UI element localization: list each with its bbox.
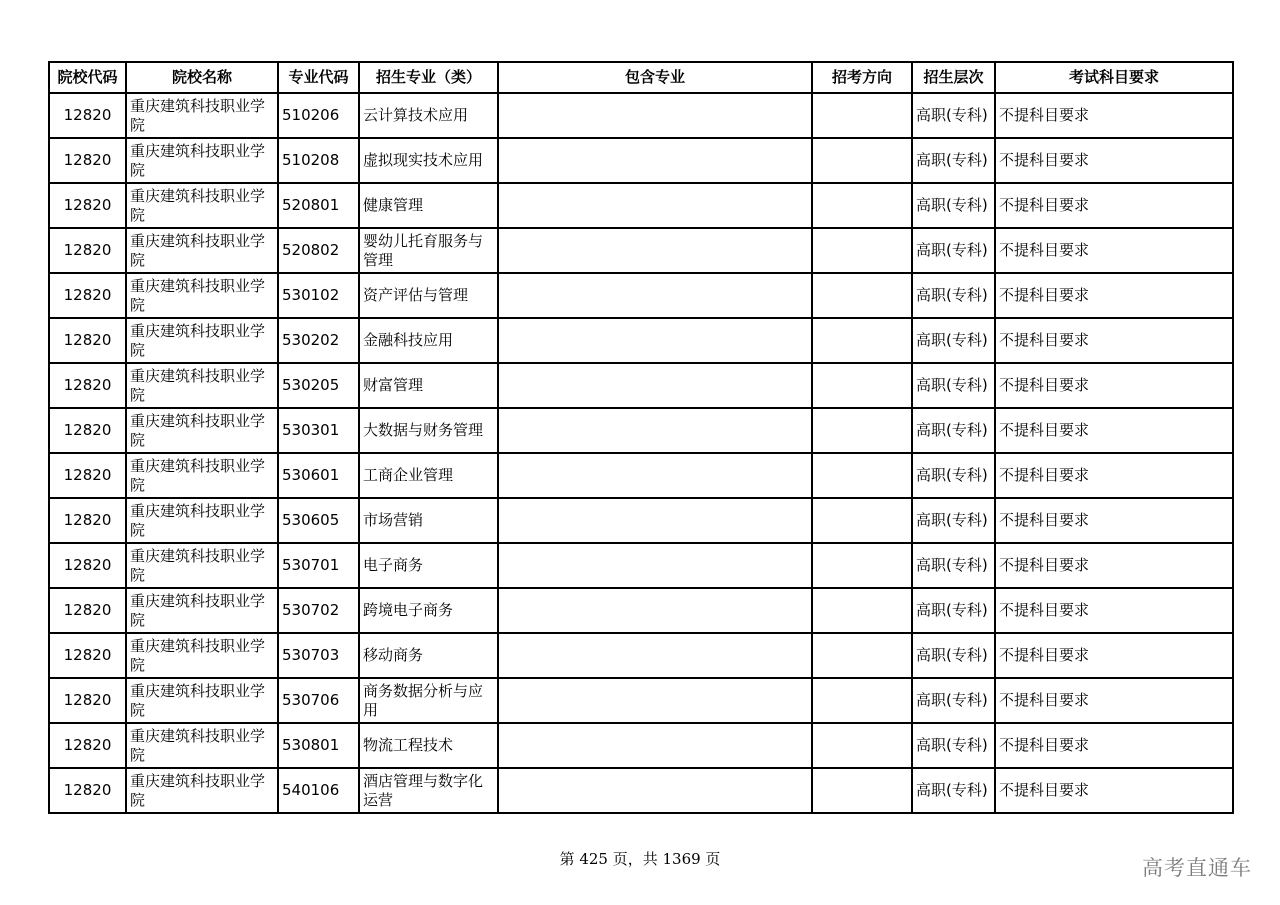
cell-school-name: 重庆建筑科技职业学院 [126, 408, 278, 453]
cell-level: 高职(专科) [912, 138, 995, 183]
cell-school-name: 重庆建筑科技职业学院 [126, 273, 278, 318]
cell-major-code: 530102 [278, 273, 359, 318]
cell-school-code: 12820 [49, 318, 126, 363]
cell-included-majors [498, 543, 812, 588]
cell-major-code: 520802 [278, 228, 359, 273]
cell-major: 大数据与财务管理 [359, 408, 498, 453]
cell-level: 高职(专科) [912, 183, 995, 228]
cell-subject-requirement: 不提科目要求 [995, 498, 1233, 543]
cell-direction [812, 138, 912, 183]
cell-major-code: 530205 [278, 363, 359, 408]
cell-direction [812, 723, 912, 768]
cell-subject-requirement: 不提科目要求 [995, 363, 1233, 408]
cell-major-code: 530202 [278, 318, 359, 363]
cell-direction [812, 408, 912, 453]
cell-major: 资产评估与管理 [359, 273, 498, 318]
cell-school-name: 重庆建筑科技职业学院 [126, 363, 278, 408]
cell-subject-requirement: 不提科目要求 [995, 453, 1233, 498]
cell-school-name: 重庆建筑科技职业学院 [126, 318, 278, 363]
cell-school-name: 重庆建筑科技职业学院 [126, 138, 278, 183]
cell-major-code: 510206 [278, 93, 359, 138]
cell-major: 云计算技术应用 [359, 93, 498, 138]
cell-school-code: 12820 [49, 363, 126, 408]
table-row [49, 318, 1233, 363]
cell-school-code: 12820 [49, 633, 126, 678]
cell-included-majors [498, 183, 812, 228]
cell-level: 高职(专科) [912, 93, 995, 138]
cell-direction [812, 453, 912, 498]
table-row [49, 363, 1233, 408]
cell-included-majors [498, 228, 812, 273]
cell-level: 高职(专科) [912, 498, 995, 543]
cell-major-code: 530801 [278, 723, 359, 768]
cell-major: 跨境电子商务 [359, 588, 498, 633]
cell-school-name: 重庆建筑科技职业学院 [126, 543, 278, 588]
table-row [49, 228, 1233, 273]
table-row [49, 723, 1233, 768]
table-row [49, 633, 1233, 678]
cell-subject-requirement: 不提科目要求 [995, 273, 1233, 318]
header-major: 招生专业（类） [359, 62, 498, 93]
cell-major-code: 530703 [278, 633, 359, 678]
table-row [49, 768, 1233, 813]
cell-school-code: 12820 [49, 543, 126, 588]
cell-school-name: 重庆建筑科技职业学院 [126, 183, 278, 228]
cell-level: 高职(专科) [912, 588, 995, 633]
cell-major: 电子商务 [359, 543, 498, 588]
cell-included-majors [498, 408, 812, 453]
cell-included-majors [498, 93, 812, 138]
page-number: 第 425 页，共 1369 页 [559, 850, 721, 868]
cell-level: 高职(专科) [912, 273, 995, 318]
cell-direction [812, 633, 912, 678]
table-row [49, 678, 1233, 723]
table-row [49, 498, 1233, 543]
cell-level: 高职(专科) [912, 678, 995, 723]
cell-school-name: 重庆建筑科技职业学院 [126, 93, 278, 138]
cell-subject-requirement: 不提科目要求 [995, 138, 1233, 183]
cell-school-code: 12820 [49, 453, 126, 498]
cell-direction [812, 498, 912, 543]
cell-level: 高职(专科) [912, 318, 995, 363]
cell-included-majors [498, 363, 812, 408]
cell-major-code: 510208 [278, 138, 359, 183]
cell-subject-requirement: 不提科目要求 [995, 633, 1233, 678]
cell-included-majors [498, 318, 812, 363]
cell-school-code: 12820 [49, 723, 126, 768]
cell-subject-requirement: 不提科目要求 [995, 93, 1233, 138]
cell-major: 财富管理 [359, 363, 498, 408]
cell-direction [812, 363, 912, 408]
cell-school-name: 重庆建筑科技职业学院 [126, 453, 278, 498]
cell-school-name: 重庆建筑科技职业学院 [126, 498, 278, 543]
table-header-row [49, 62, 1233, 93]
cell-subject-requirement: 不提科目要求 [995, 183, 1233, 228]
cell-included-majors [498, 768, 812, 813]
table-row [49, 183, 1233, 228]
cell-direction [812, 543, 912, 588]
cell-school-code: 12820 [49, 228, 126, 273]
cell-subject-requirement: 不提科目要求 [995, 408, 1233, 453]
cell-subject-requirement: 不提科目要求 [995, 318, 1233, 363]
cell-subject-requirement: 不提科目要求 [995, 543, 1233, 588]
cell-included-majors [498, 588, 812, 633]
table-row [49, 93, 1233, 138]
cell-level: 高职(专科) [912, 543, 995, 588]
cell-direction [812, 588, 912, 633]
cell-major-code: 530601 [278, 453, 359, 498]
cell-direction [812, 93, 912, 138]
cell-included-majors [498, 633, 812, 678]
cell-included-majors [498, 498, 812, 543]
cell-direction [812, 183, 912, 228]
cell-major-code: 520801 [278, 183, 359, 228]
cell-subject-requirement: 不提科目要求 [995, 768, 1233, 813]
cell-school-code: 12820 [49, 93, 126, 138]
cell-school-code: 12820 [49, 678, 126, 723]
admission-table-sheet [48, 61, 1232, 814]
table-row [49, 543, 1233, 588]
cell-major: 婴幼儿托育服务与管理 [359, 228, 498, 273]
cell-major-code: 530702 [278, 588, 359, 633]
cell-direction [812, 273, 912, 318]
cell-included-majors [498, 453, 812, 498]
cell-major-code: 530706 [278, 678, 359, 723]
cell-major-code: 530301 [278, 408, 359, 453]
header-subject-requirement: 考试科目要求 [995, 62, 1233, 93]
header-school-code: 院校代码 [49, 62, 126, 93]
cell-direction [812, 228, 912, 273]
cell-major: 移动商务 [359, 633, 498, 678]
cell-included-majors [498, 273, 812, 318]
cell-school-code: 12820 [49, 768, 126, 813]
table-row [49, 408, 1233, 453]
cell-school-code: 12820 [49, 138, 126, 183]
cell-major: 市场营销 [359, 498, 498, 543]
cell-included-majors [498, 723, 812, 768]
cell-level: 高职(专科) [912, 363, 995, 408]
cell-major-code: 530701 [278, 543, 359, 588]
header-major-code: 专业代码 [278, 62, 359, 93]
cell-school-code: 12820 [49, 498, 126, 543]
table-row [49, 588, 1233, 633]
cell-school-name: 重庆建筑科技职业学院 [126, 228, 278, 273]
cell-level: 高职(专科) [912, 633, 995, 678]
watermark-text: 高考直通车 [1142, 856, 1252, 880]
cell-level: 高职(专科) [912, 453, 995, 498]
header-level: 招生层次 [912, 62, 995, 93]
table-row [49, 138, 1233, 183]
table-body [49, 93, 1233, 813]
header-direction: 招考方向 [812, 62, 912, 93]
cell-subject-requirement: 不提科目要求 [995, 588, 1233, 633]
cell-direction [812, 678, 912, 723]
cell-subject-requirement: 不提科目要求 [995, 678, 1233, 723]
cell-major: 酒店管理与数字化运营 [359, 768, 498, 813]
header-included-majors: 包含专业 [498, 62, 812, 93]
cell-level: 高职(专科) [912, 723, 995, 768]
cell-included-majors [498, 678, 812, 723]
cell-included-majors [498, 138, 812, 183]
cell-major: 物流工程技术 [359, 723, 498, 768]
cell-school-name: 重庆建筑科技职业学院 [126, 768, 278, 813]
cell-major-code: 530605 [278, 498, 359, 543]
cell-major-code: 540106 [278, 768, 359, 813]
cell-major: 金融科技应用 [359, 318, 498, 363]
cell-school-name: 重庆建筑科技职业学院 [126, 723, 278, 768]
cell-school-code: 12820 [49, 408, 126, 453]
admission-table [48, 61, 1234, 814]
cell-level: 高职(专科) [912, 768, 995, 813]
cell-school-code: 12820 [49, 183, 126, 228]
cell-school-code: 12820 [49, 273, 126, 318]
cell-major: 健康管理 [359, 183, 498, 228]
cell-school-code: 12820 [49, 588, 126, 633]
cell-subject-requirement: 不提科目要求 [995, 723, 1233, 768]
cell-school-name: 重庆建筑科技职业学院 [126, 588, 278, 633]
cell-direction [812, 768, 912, 813]
cell-level: 高职(专科) [912, 228, 995, 273]
cell-major: 商务数据分析与应用 [359, 678, 498, 723]
table-row [49, 273, 1233, 318]
cell-major: 虚拟现实技术应用 [359, 138, 498, 183]
cell-subject-requirement: 不提科目要求 [995, 228, 1233, 273]
cell-major: 工商企业管理 [359, 453, 498, 498]
cell-school-name: 重庆建筑科技职业学院 [126, 633, 278, 678]
table-row [49, 453, 1233, 498]
cell-direction [812, 318, 912, 363]
cell-school-name: 重庆建筑科技职业学院 [126, 678, 278, 723]
header-school-name: 院校名称 [126, 62, 278, 93]
cell-level: 高职(专科) [912, 408, 995, 453]
